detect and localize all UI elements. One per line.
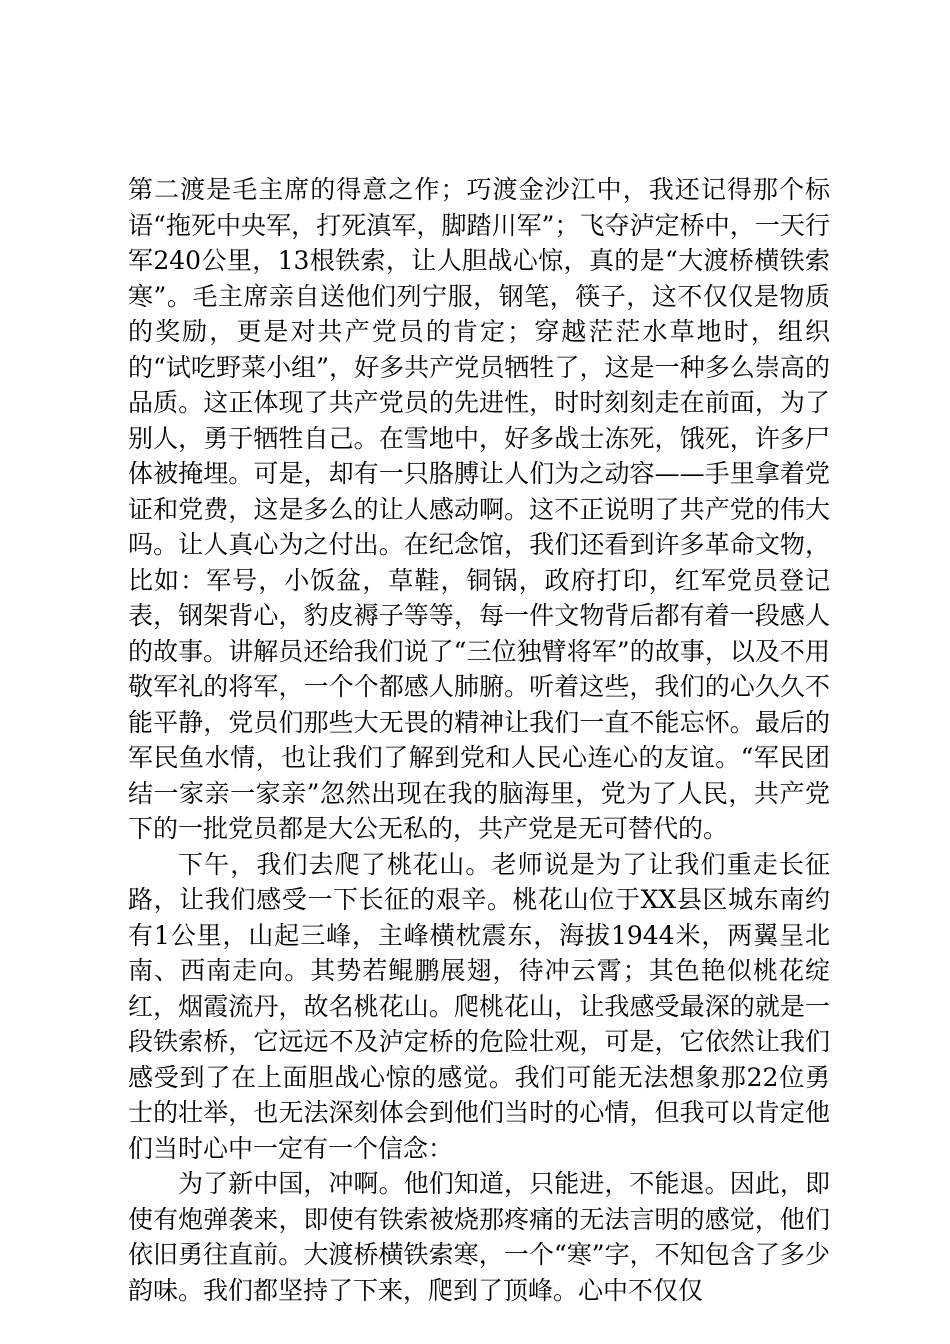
- paragraph-long-march-memorial: 第二渡是毛主席的得意之作；巧渡金沙江中，我还记得那个标语“拖死中央军，打死滇军，脚踏川军”；飞夺泸定桥中，一天行军240公里，13根铁索，让人胆战心惊，真的是“大渡桥横铁索寒”。毛主席亲自送他们列宁服，钢笔，筷子，这不仅仅是物质的奖励，更是对共产党员的肯定；穿越茫茫水草地时，组织的“试吃野菜小组”，好多共产党员牺牲了，这是一种多么崇高的品质。这正体现了共产党员的先进性，时时刻刻走在前面，为了别人，勇于牺牲自己。在雪地中，好多战士冻死，饿死，许多尸体被掩埋。可是，却有一只胳膊让人们为之动容——手里拿着党证和党费，这是多么的让人感动啊。这不正说明了共产党的伟大吗。让人真心为之付出。在纪念馆，我们还看到许多革命文物，比如：军号，小饭盆，草鞋，铜锅，政府打印，红军党员登记表，钢架背心，豹皮褥子等等，每一件文物背后都有着一段感人的故事。讲解员还给我们说了“三位独臂将军”的故事，以及不用敬军礼的将军，一个个都感人肺腑。听着这些，我们的心久久不能平静，党员们那些大无畏的精神让我们一直不能忘怀。最后的军民鱼水情，也让我们了解到党和人民心连心的友谊。“军民团结一家亲一家亲”忽然出现在我的脑海里，党为了人民，共产党下的一批党员都是大公无私的，共产党是无可替代的。: [128, 175, 830, 843]
- paragraph-new-china: 为了新中国，冲啊。他们知道，只能进，不能退。因此，即使有炮弹袭来，即使有铁索被烧那疼痛的无法言明的感觉，他们依旧勇往直前。大渡桥横铁索寒，一个“寒”字，不知包含了多少韵味。我们都坚持了下来，爬到了顶峰。心中不仅仅: [128, 1169, 830, 1305]
- paragraph-taohua-mountain: 下午，我们去爬了桃花山。老师说是为了让我们重走长征路，让我们感受一下长征的艰辛。桃花山位于XX县区城东南约有1公里，山起三峰，主峰横枕震东，海拔1944米，两翼呈北南、西南走向。其势若鲲鹏展翅，待冲云霄；其色艳似桃花绽红，烟霞流丹，故名桃花山。爬桃花山，让我感受最深的就是一段铁索桥，它远远不及泸定桥的危险壮观，可是，它依然让我们感受到了在上面胆战心惊的感觉。我们可能无法想象那22位勇士的壮举，也无法深刻体会到他们当时的心情，但我可以肯定他们当时心中一定有一个信念：: [128, 849, 830, 1163]
- document-page: [128, 172, 830, 1308]
